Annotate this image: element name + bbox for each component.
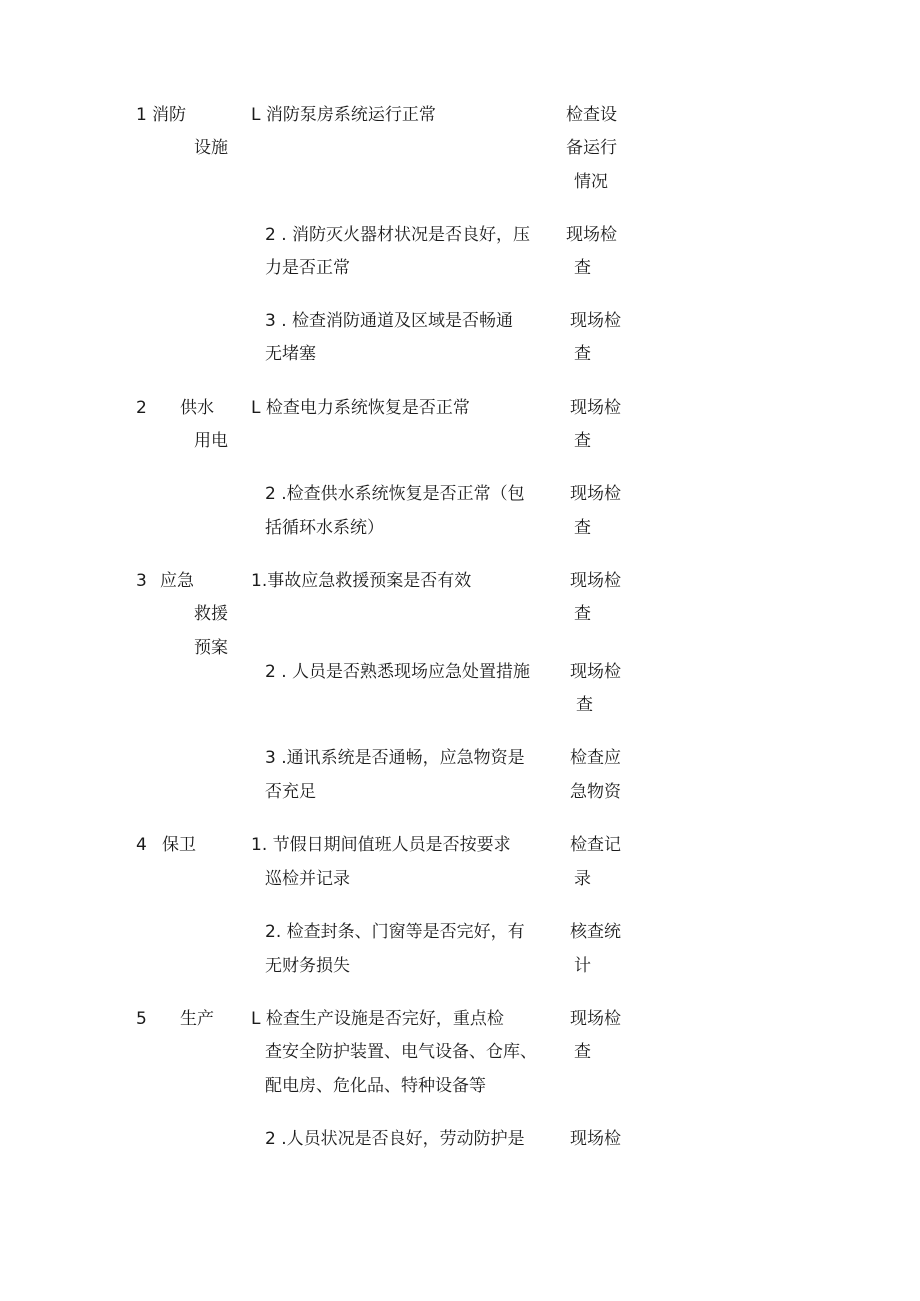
check-method: 查 [574, 431, 591, 451]
check-method: 现场检 [570, 484, 621, 504]
category-label: 供水 [180, 398, 214, 418]
category-label: 消防 [152, 105, 186, 125]
check-method: 检查记 [570, 835, 621, 855]
check-item-text: L 消防泵房系统运行正常 [251, 105, 436, 125]
category-label: 预案 [194, 638, 228, 658]
category-label: 生产 [180, 1009, 214, 1029]
check-item-text: 否充足 [265, 782, 316, 802]
section-number: 4 [136, 835, 147, 855]
check-item-text: 2 .检查供水系统恢复是否正常（包 [265, 484, 525, 504]
category-label: 救援 [194, 604, 228, 624]
check-method: 备运行 [566, 138, 617, 158]
section-number: 2 [136, 398, 147, 418]
check-item-text: L 检查生产设施是否完好，重点检 [251, 1009, 504, 1029]
check-item-text: 配电房、危化品、特种设备等 [265, 1076, 486, 1096]
check-item-text: 1. 节假日期间值班人员是否按要求 [251, 835, 511, 855]
check-method: 查 [576, 695, 593, 715]
check-method: 现场检 [570, 571, 621, 591]
check-method: 查 [574, 1042, 591, 1062]
check-item-text: L 检查电力系统恢复是否正常 [251, 398, 470, 418]
check-item-text: 无财务损失 [265, 956, 350, 976]
check-item-text: 巡检并记录 [265, 869, 350, 889]
section-number: 1 [136, 105, 147, 125]
check-item-text: 2 . 消防灭火器材状况是否良好，压 [265, 225, 531, 245]
section-number: 3 [136, 571, 147, 591]
check-method: 情况 [574, 172, 608, 192]
check-item-text: 3 . 检查消防通道及区域是否畅通 [265, 311, 514, 331]
check-item-text: 查安全防护装置、电气设备、仓库、 [265, 1042, 537, 1062]
check-method: 急物资 [570, 782, 621, 802]
check-method: 计 [574, 956, 591, 976]
check-method: 查 [574, 344, 591, 364]
check-item-text: 3 .通讯系统是否通畅，应急物资是 [265, 748, 525, 768]
check-item-text: 2 .人员状况是否良好，劳动防护是 [265, 1129, 525, 1149]
check-method: 现场检 [570, 662, 621, 682]
check-method: 查 [574, 604, 591, 624]
check-method: 录 [574, 869, 591, 889]
check-item-text: 力是否正常 [265, 258, 350, 278]
check-method: 现场检 [570, 1009, 621, 1029]
check-item-text: 1.事故应急救援预案是否有效 [251, 571, 472, 591]
check-method: 查 [574, 518, 591, 538]
check-method: 检查设 [566, 105, 617, 125]
section-number: 5 [136, 1009, 147, 1029]
category-label: 用电 [194, 431, 228, 451]
check-method: 核查统 [570, 922, 621, 942]
check-method: 检查应 [570, 748, 621, 768]
category-label: 应急 [160, 571, 194, 591]
check-item-text: 无堵塞 [265, 344, 316, 364]
check-method: 查 [574, 258, 591, 278]
check-item-text: 括循环水系统） [265, 518, 384, 538]
check-method: 现场检 [570, 311, 621, 331]
check-item-text: 2. 检查封条、门窗等是否完好，有 [265, 922, 525, 942]
check-item-text: 2 . 人员是否熟悉现场应急处置措施 [265, 662, 531, 682]
check-method: 现场检 [570, 1129, 621, 1149]
category-label: 设施 [194, 138, 228, 158]
check-method: 现场检 [570, 398, 621, 418]
check-method: 现场检 [566, 225, 617, 245]
category-label: 保卫 [162, 835, 196, 855]
